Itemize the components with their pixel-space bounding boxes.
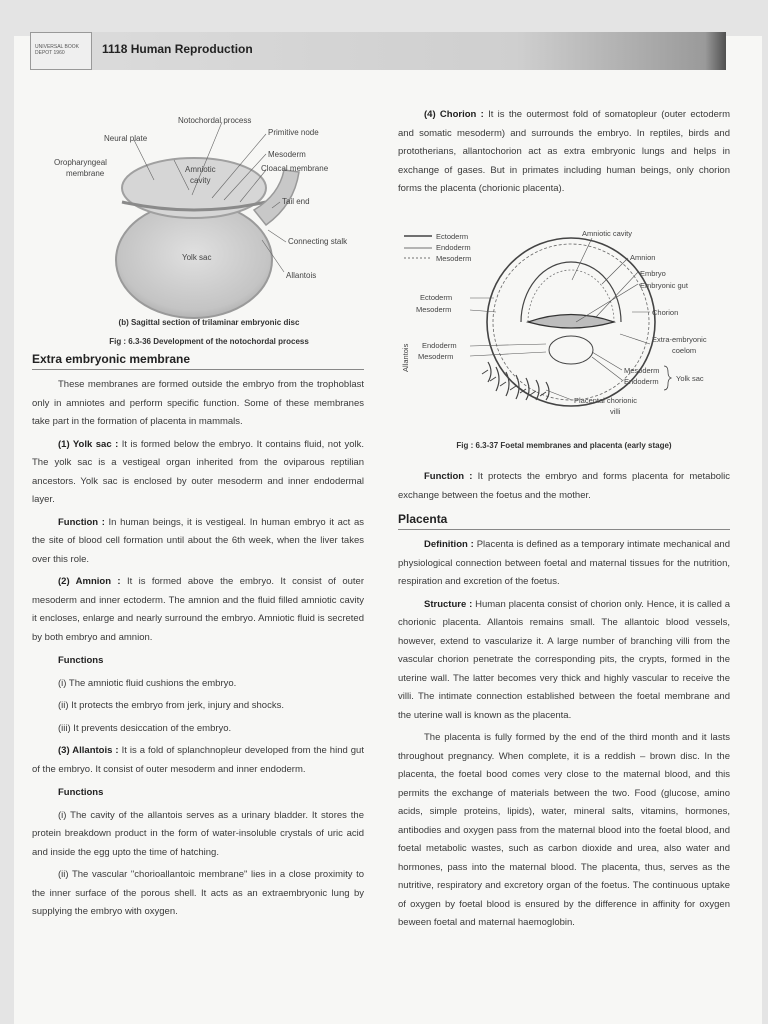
- functions-heading-allantois: Functions: [58, 787, 104, 798]
- text-yolk-function: In human beings, it is vestigeal. In human embryo it act as the site of blood cell formation until about the 6th week, when the liver takes over this role.: [32, 516, 364, 565]
- right-column-bottom: [398, 468, 730, 933]
- list-item: (i) The cavity of the allantois serves as a urinary bladder. It stores the protein breakdown product in the form of water-insoluble crystals of uric acid and inside the egg upto the time of hatching.: [32, 809, 364, 858]
- label-allantois: Allantois: [286, 271, 317, 280]
- label-placental-villi: Placental chorionic: [574, 396, 637, 405]
- label-amniotic: Amniotic: [185, 165, 216, 174]
- label-endoderm-yolk: Endoderm: [624, 377, 659, 386]
- label-mesoderm-left: Mesoderm: [416, 305, 452, 314]
- yolk-sac-small: [549, 336, 593, 364]
- paragraph-placenta-formed: The placenta is fully formed by the end of the third month and it lasts throughout pregnancy. When complete, it is a reddish – brown disc. In the placenta, the foetal bood comes very close to the maternal blood, and this permits the exchange of materials between the two. Food (glucose, amino acids, simple proteins, lipids), water, mineral salts, vitamins, hormones, antibodies and oxygen pass from the maternal blood into the foetal blood, and foetal metabolic wastes, such as carbon dioxide and urea, also water and hormones, pass into the maternal blood. The placenta, thus, serves as the nutritive, respiratory and excretory organ of the foetus. The continuous uptake of oxygen by foetal blood is ensured by the difference in affinity for oxygen beween foetal and maternal haemoglobin.: [398, 732, 730, 928]
- label-oropharyngeal: Oropharyngeal: [54, 158, 107, 167]
- paragraph-intro: These membranes are formed outside the embryo from the trophoblast only in amniotes and perform specific function. Some of these membranes take part in the formation of placenta in mammals.: [32, 379, 364, 427]
- text-definition: Placenta is defined as a temporary intimate mechanical and physiological connection between foetal and maternal tissues for the nutrition, respiration and excretion of the foetus.: [398, 539, 730, 587]
- figure1-subcaption: (b) Sagittal section of trilaminar embryonic disc: [118, 318, 300, 327]
- list-item: (ii) It protects the embryo from jerk, injury and shocks.: [58, 700, 284, 711]
- key-endoderm: Endoderm: [436, 243, 471, 252]
- notochordal-process-diagram: [44, 110, 374, 320]
- label-amniotic-cavity: Amniotic cavity: [582, 229, 633, 238]
- paragraph-amnion: [32, 573, 364, 647]
- paragraph-definition: [398, 536, 730, 592]
- label-allantois: Allantois: [401, 343, 410, 372]
- label-extra-embryonic: Extra-embryonic: [652, 335, 707, 344]
- term-chorion-function: Function :: [424, 471, 473, 482]
- label-villi: villi: [610, 407, 621, 416]
- term-amnion: (2) Amnion :: [58, 576, 121, 587]
- label-embryo: Embryo: [640, 269, 666, 278]
- text-yolk-sac: It is formed below the embryo. It contains fluid, not yolk. The yolk sac is a vestigeal organ inherited from the oviparous reptilian ancestors. Yolk sac is enclosed by outer mesoderm and inner endodermal layer.: [32, 438, 364, 505]
- page-header: [30, 32, 726, 70]
- figure2-caption: Fig : 6.3-37 Foetal membranes and placenta (early stage): [456, 441, 672, 450]
- label-ectoderm-left: Ectoderm: [420, 293, 453, 302]
- paragraph-chorion-function: [398, 468, 730, 505]
- publisher-logo: UNIVERSAL BOOK DEPOT 1960: [30, 32, 92, 70]
- right-column-top: [398, 106, 730, 199]
- text-chorion: It is the outermost fold of somatopleur (outer ectoderm and somatic mesoderm) and surrounds the embryo. In reptiles, birds and prototherians, allantochorion act as extra embryonic lungs and helps in exchange of gases. But in primates including human beings, only chorion forms the placenta (chorionic placenta).: [398, 109, 730, 194]
- list-item: (ii) The vascular "chorioallantoic membrane" lies in a close proximity to the inner surface of the porous shell. It acts as an extraembryonic lung by supplying the embryo with oxygen.: [32, 869, 364, 917]
- term-yolk-function: Function :: [58, 516, 105, 528]
- foetal-membranes-diagram: [396, 222, 732, 432]
- text-chorion-function: It protects the embryo and forms placenta for metabolic exchange between the foetus and the mother.: [398, 471, 730, 501]
- label-mesoderm-allantois: Mesoderm: [418, 352, 454, 361]
- paragraph-yolk-function: [32, 514, 364, 570]
- label-yolk-sac: Yolk sac: [182, 253, 212, 262]
- label-amnion: Amnion: [630, 253, 656, 262]
- paragraph-structure: [398, 596, 730, 726]
- label-amniotic-cavity: cavity: [190, 176, 211, 185]
- list-item: (iii) It prevents desiccation of the embryo.: [58, 722, 232, 734]
- text-amnion: It is formed above the embryo. It consist of outer mesoderm and inner ectoderm. The amnion and the fluid filled amniotic cavity it encloses, enlarge and nearly surround the embryo. Amniotic fluid is secreted by both embryo and amnion.: [32, 576, 364, 643]
- label-embryonic-gut: Embryonic gut: [640, 281, 688, 290]
- paragraph-yolk-sac: [32, 436, 364, 510]
- label-primitive-node: Primitive node: [268, 128, 319, 137]
- label-mesoderm: Mesoderm: [268, 150, 306, 159]
- label-oropharyngeal-membrane: membrane: [66, 169, 105, 178]
- functions-heading-amnion: Functions: [58, 655, 104, 666]
- label-endoderm-allantois: Endoderm: [422, 341, 457, 350]
- label-connecting-stalk: Connecting stalk: [288, 237, 348, 246]
- paragraph-chorion: [398, 106, 730, 199]
- label-yolk-sac: Yolk sac: [676, 374, 704, 383]
- term-chorion: (4) Chorion :: [424, 109, 484, 120]
- term-structure: Structure :: [424, 598, 473, 610]
- placental-villi: [488, 362, 549, 400]
- section-heading-extra-embryonic: Extra embryonic membrane: [32, 351, 364, 370]
- paragraph-allantois: [32, 742, 364, 779]
- text-allantois: It is a fold of splanchnopleur developed from the hind gut of the embryo. It consist of outer mesoderm and inner endoderm.: [32, 745, 364, 775]
- embryo-shape: [528, 315, 614, 329]
- list-item: (i) The amniotic fluid cushions the embryo.: [58, 677, 237, 689]
- term-yolk-sac: (1) Yolk sac :: [58, 438, 119, 450]
- key-mesoderm: Mesoderm: [436, 254, 472, 263]
- page-title: 1118 Human Reproduction: [102, 42, 253, 56]
- label-coelom: coelom: [672, 346, 697, 355]
- term-allantois: (3) Allantois :: [58, 745, 119, 756]
- section-heading-placenta: Placenta: [398, 511, 730, 530]
- figure1-caption: Fig : 6.3-36 Development of the notochordal process: [109, 337, 309, 346]
- label-tail-end: Tail end: [282, 197, 310, 206]
- key-ectoderm: Ectoderm: [436, 232, 469, 241]
- label-notochordal-process: Notochordal process: [178, 116, 252, 125]
- label-cloacal-membrane: Cloacal membrane: [261, 164, 329, 173]
- term-definition: Definition :: [424, 539, 474, 550]
- text-structure: Human placenta consist of chorion only. Hence, it is called a chorionic placenta. Allantois remains small. The allantoic blood vessels, however, extend to vascularize it. A large number of branching villi from the vascular chorion penetrate the corresponding pits, the crypts, formed in the uterine wall. The latter becomes very thick and highly vascular to receive the villi. The intimate connection established between the foetal membrane and the uterine wall is known as the placenta.: [398, 598, 730, 721]
- label-mesoderm-yolk: Mesoderm: [624, 366, 660, 375]
- label-neural-plate: Neural plate: [104, 134, 148, 143]
- left-column: [32, 351, 364, 922]
- label-chorion: Chorion: [652, 308, 679, 317]
